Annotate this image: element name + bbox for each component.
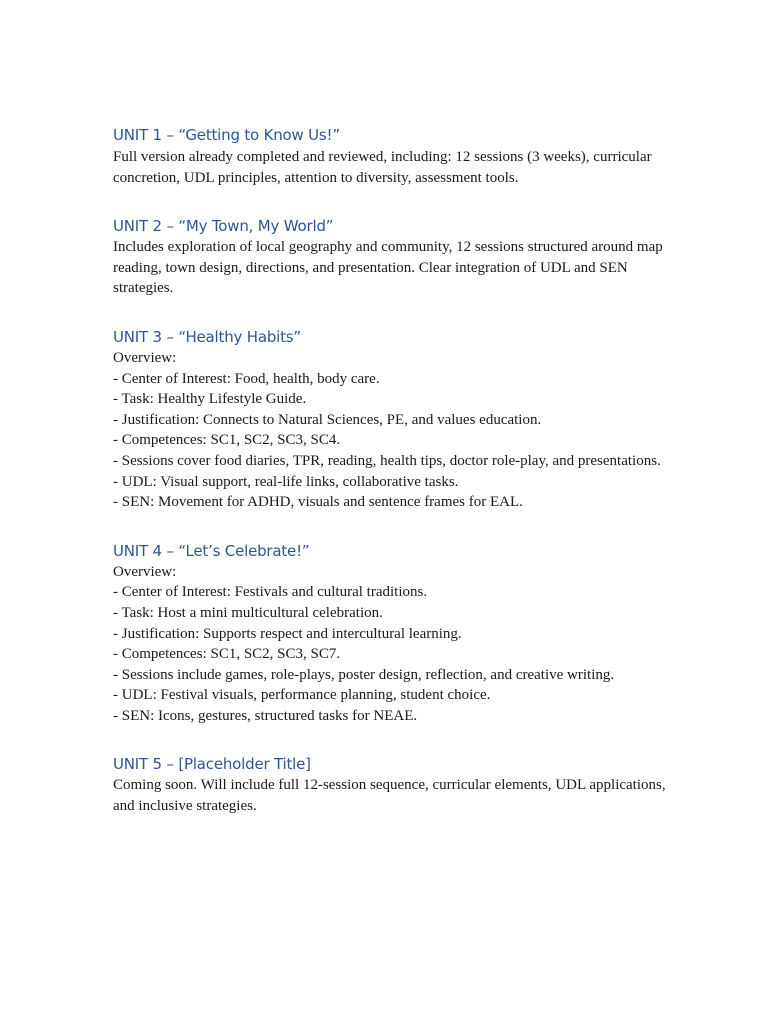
document-page xyxy=(113,124,668,844)
unit-3-overview-label: Overview: xyxy=(113,349,177,366)
unit-3-overview xyxy=(113,348,668,513)
unit-1-description: Full version already completed and reviewed, including: 12 sessions (3 weeks), curricular concretion, UDL principles, attention to diversity, assessment tools. xyxy=(113,149,652,186)
unit-2-heading: UNIT 2 – “My Town, My World” xyxy=(113,217,334,236)
unit-2-description: Includes exploration of local geography and community, 12 sessions structured around map reading, town design, directions, and presentation. Clear integration of UDL and SEN strategies. xyxy=(113,239,663,297)
unit-3-justification: - Justification: Connects to Natural Sciences, PE, and values education. xyxy=(113,411,542,428)
unit-4-sen: - SEN: Icons, gestures, structured tasks for NEAE. xyxy=(113,707,418,724)
unit-3-section xyxy=(113,326,668,513)
unit-3-udl: - UDL: Visual support, real-life links, collaborative tasks. xyxy=(113,473,459,490)
unit-3-competences: - Competences: SC1, SC2, SC3, SC4. xyxy=(113,432,341,449)
unit-4-center-of-interest: - Center of Interest: Festivals and cultural traditions. xyxy=(113,584,428,601)
unit-4-udl: - UDL: Festival visuals, performance planning, student choice. xyxy=(113,687,491,704)
unit-5-heading: UNIT 5 – [Placeholder Title] xyxy=(113,755,311,774)
unit-4-heading: UNIT 4 – “Let’s Celebrate!” xyxy=(113,541,310,560)
unit-2-section xyxy=(113,215,668,299)
unit-1-heading: UNIT 1 – “Getting to Know Us!” xyxy=(113,126,340,144)
unit-5-section xyxy=(113,753,668,816)
unit-3-center-of-interest: - Center of Interest: Food, health, body care. xyxy=(113,370,380,387)
unit-4-section xyxy=(113,540,668,727)
unit-4-task: - Task: Host a mini multicultural celebration. xyxy=(113,604,383,621)
unit-3-heading: UNIT 3 – “Healthy Habits” xyxy=(113,327,301,346)
unit-3-sen: - SEN: Movement for ADHD, visuals and sentence frames for EAL. xyxy=(113,494,523,511)
unit-1-section xyxy=(113,124,668,188)
unit-4-sessions: - Sessions include games, role-plays, poster design, reflection, and creative writing. xyxy=(113,666,615,683)
unit-5-description: Coming soon. Will include full 12-session sequence, curricular elements, UDL applications, and inclusive strategies. xyxy=(113,777,666,815)
unit-4-justification: - Justification: Supports respect and intercultural learning. xyxy=(113,625,462,642)
unit-3-sessions: - Sessions cover food diaries, TPR, reading, health tips, doctor role-play, and presentations. xyxy=(113,452,661,469)
unit-4-competences: - Competences: SC1, SC2, SC3, SC7. xyxy=(113,646,341,663)
unit-3-task: - Task: Healthy Lifestyle Guide. xyxy=(113,391,307,408)
unit-4-overview xyxy=(113,562,668,727)
unit-4-overview-label: Overview: xyxy=(113,563,177,580)
